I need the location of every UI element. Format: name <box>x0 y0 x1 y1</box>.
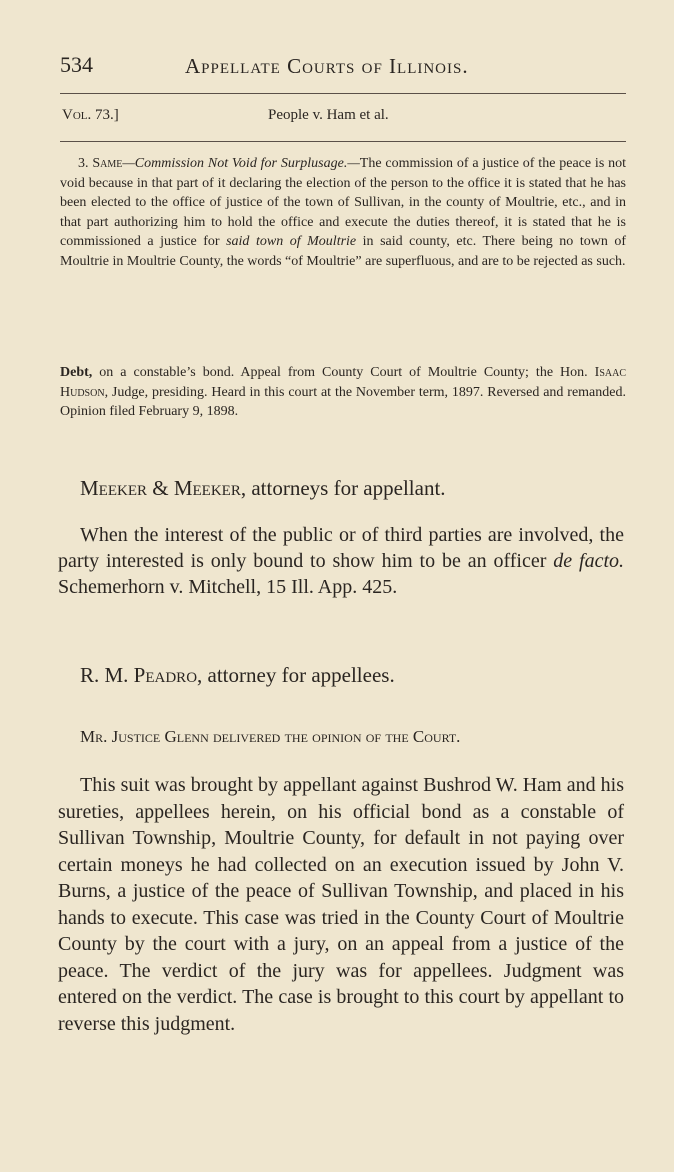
headnote-number: 3. <box>78 156 89 171</box>
headnote-text-2: in said county, etc. There being no town of Moultrie in Moultrie County, the words “of Moultrie” are superfluous, and are to be rejected as such. <box>60 234 627 269</box>
running-title: Appellate Courts of Illinois. <box>185 54 469 78</box>
case-subheader <box>62 107 622 129</box>
statement-lead: Debt, <box>60 365 93 380</box>
headnote-italic-phrase: said town of Moultrie <box>226 234 357 249</box>
page-header <box>60 52 630 84</box>
judge-name: Isaac Hudson <box>60 365 626 400</box>
case-statement <box>60 363 626 422</box>
volume-label: Vol. 73.] <box>62 107 119 123</box>
headnote-text-1: The commission of a justice of the peace is not void because in that part of it declaring the election of the person to the office it is stated that he has been elected to the office of justice of the town of Sullivan, in the county of Moultrie, etc., and in that part authorizing him to hold the office and execute the duties thereof, it is stated that he is commissioned a justice for <box>60 156 626 249</box>
headnote <box>60 154 626 271</box>
counsel-appellees <box>80 663 395 688</box>
statement-text-2: , Judge, presiding. Heard in this court at the November term, 1897. Reversed and remanded. Opinion filed February 9, 1898. <box>60 384 626 419</box>
headnote-paragraph <box>60 154 626 271</box>
case-name: People v. Ham et al. <box>268 107 389 123</box>
argument-italic-phrase: de facto. <box>553 550 624 572</box>
statement-text-1: on a constable’s bond. Appeal from County Court of Moultrie County; the Hon. <box>92 365 595 380</box>
argument-paragraph <box>58 522 624 600</box>
subheader-rule <box>60 141 626 142</box>
appellant-attorneys: Meeker & Meeker <box>80 476 241 500</box>
appellees-role: , attorney for appellees. <box>197 663 395 687</box>
headnote-title: —Commission Not Void for Surplusage.— <box>122 156 360 171</box>
argument-text-1: When the interest of the public or of third parties are involved, the party interested is only bound to show him to be an officer <box>58 524 624 572</box>
appellant-role: , attorneys for appellant. <box>240 476 446 500</box>
page-number: 534 <box>60 52 93 77</box>
counsel-appellant <box>80 476 446 501</box>
header-rule <box>60 93 626 94</box>
appellees-attorney: R. M. Peadro <box>80 663 198 687</box>
opinion-heading: Mr. Justice Glenn delivered the opinion of the Court. <box>80 727 461 746</box>
headnote-title-lead: Same <box>92 156 123 171</box>
argument-text-2: Schemerhorn v. Mitchell, 15 Ill. App. 425. <box>58 576 398 598</box>
opinion-body: This suit was brought by appellant against Bushrod W. Ham and his sureties, appellees herein, on his official bond as a constable of Sullivan Township, Moultrie County, for default in not paying over certain moneys he had collected on an execution issued by John V. Burns, a justice of the peace of Sullivan Township, and placed in his hands to execute. This case was tried in the County Court of Moultrie County by the court with a jury, on an appeal from a justice of the peace. The verdict of the jury was for appellees. Judgment was entered on the verdict. The case is brought to this court by appellant to reverse this judgment. <box>58 774 624 1035</box>
